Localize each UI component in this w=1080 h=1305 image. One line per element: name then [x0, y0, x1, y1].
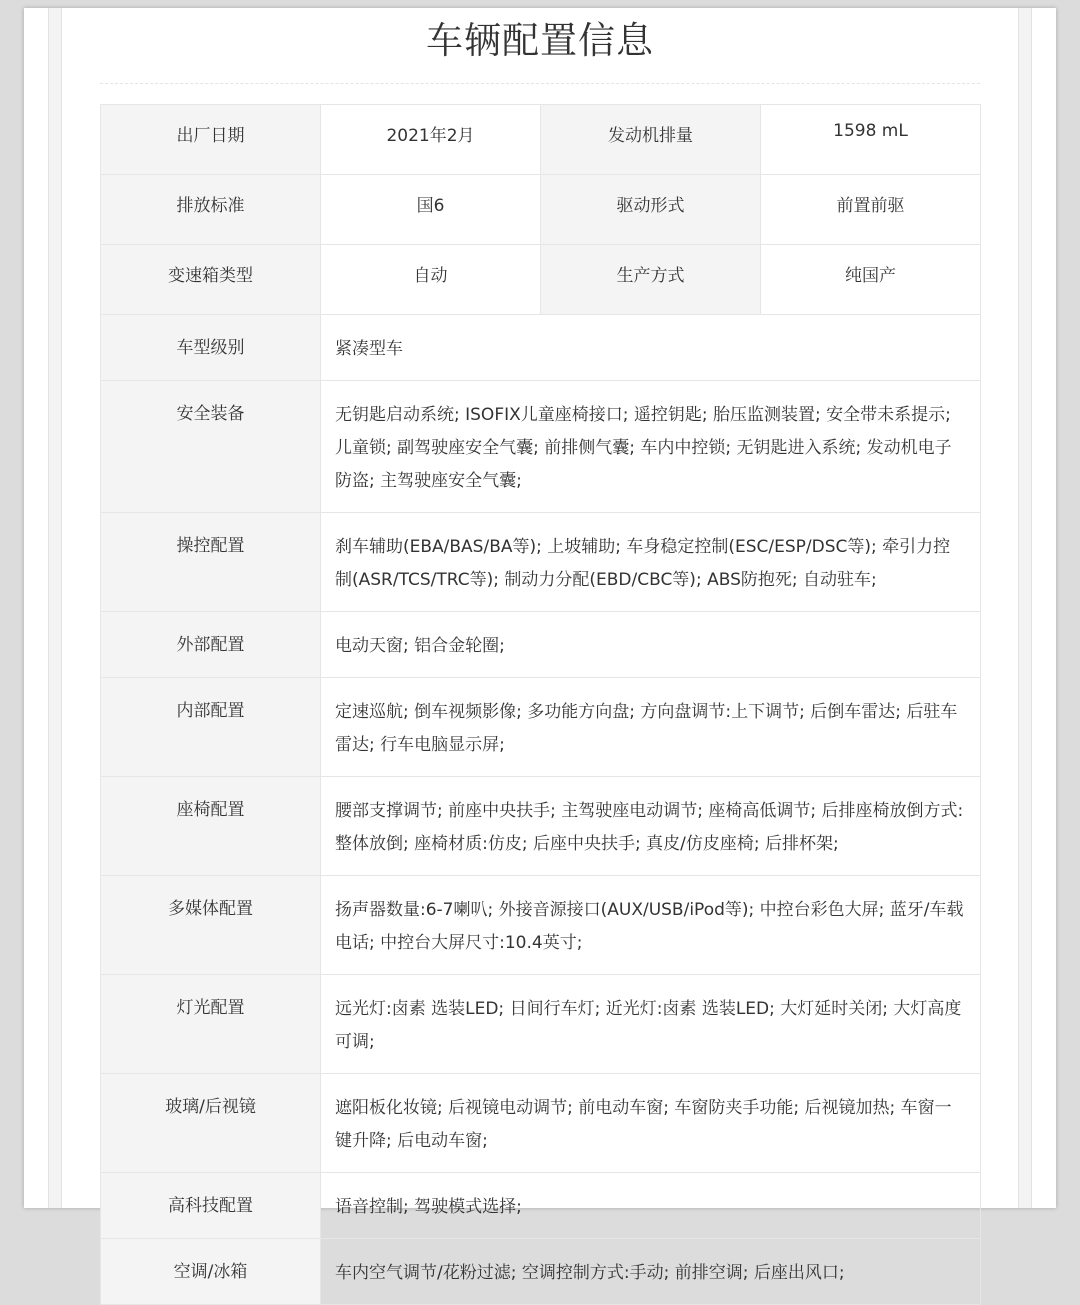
page-title: 车辆配置信息 — [426, 19, 654, 62]
table-row — [101, 876, 981, 975]
spec-value: 远光灯:卤素 选装LED; 日间行车灯; 近光灯:卤素 选装LED; 大灯延时关闭; 大灯高度可调; — [321, 975, 981, 1074]
spec-label: 座椅配置 — [101, 777, 321, 876]
table-row — [101, 1074, 981, 1173]
spec-value: 语音控制; 驾驶模式选择; — [321, 1173, 981, 1239]
table-row — [101, 975, 981, 1074]
table-row — [101, 381, 981, 513]
spec-value: 纯国产 — [761, 245, 981, 315]
spec-value: 无钥匙启动系统; ISOFIX儿童座椅接口; 遥控钥匙; 胎压监测装置; 安全带未系提示; 儿童锁; 副驾驶座安全气囊; 前排侧气囊; 车内中控锁; 无钥匙进入系统; 发动机电子防盗; 主驾驶座安全气囊; — [321, 381, 981, 513]
left-rail — [48, 8, 62, 1208]
spec-label: 出厂日期 — [101, 105, 321, 175]
spec-label: 灯光配置 — [101, 975, 321, 1074]
spec-value: 2021年2月 — [321, 105, 541, 175]
spec-value: 扬声器数量:6-7喇叭; 外接音源接口(AUX/USB/iPod等); 中控台彩色大屏; 蓝牙/车载电话; 中控台大屏尺寸:10.4英寸; — [321, 876, 981, 975]
spec-label: 安全装备 — [101, 381, 321, 513]
spec-value: 腰部支撑调节; 前座中央扶手; 主驾驶座电动调节; 座椅高低调节; 后排座椅放倒方式:整体放倒; 座椅材质:仿皮; 后座中央扶手; 真皮/仿皮座椅; 后排杯架; — [321, 777, 981, 876]
table-row — [101, 175, 981, 245]
spec-value: 遮阳板化妆镜; 后视镜电动调节; 前电动车窗; 车窗防夹手功能; 后视镜加热; 车窗一键升降; 后电动车窗; — [321, 1074, 981, 1173]
spec-value: 定速巡航; 倒车视频影像; 多功能方向盘; 方向盘调节:上下调节; 后倒车雷达; 后驻车雷达; 行车电脑显示屏; — [321, 678, 981, 777]
spec-label: 内部配置 — [101, 678, 321, 777]
table-row — [101, 315, 981, 381]
table-row — [101, 1239, 981, 1305]
spec-label: 外部配置 — [101, 612, 321, 678]
spec-label: 发动机排量 — [541, 105, 761, 175]
spec-value: 前置前驱 — [761, 175, 981, 245]
spec-label: 变速箱类型 — [101, 245, 321, 315]
table-row — [101, 1173, 981, 1239]
spec-value: 自动 — [321, 245, 541, 315]
spec-label: 生产方式 — [541, 245, 761, 315]
spec-value: 车内空气调节/花粉过滤; 空调控制方式:手动; 前排空调; 后座出风口; — [321, 1239, 981, 1305]
spec-label: 排放标准 — [101, 175, 321, 245]
spec-table — [100, 104, 981, 1305]
spec-label: 车型级别 — [101, 315, 321, 381]
spec-label: 操控配置 — [101, 513, 321, 612]
table-row — [101, 777, 981, 876]
spec-label: 玻璃/后视镜 — [101, 1074, 321, 1173]
table-row — [101, 678, 981, 777]
table-row — [101, 612, 981, 678]
title-divider — [100, 83, 980, 84]
spec-value: 电动天窗; 铝合金轮圈; — [321, 612, 981, 678]
spec-label: 多媒体配置 — [101, 876, 321, 975]
right-rail — [1018, 8, 1032, 1208]
spec-label: 空调/冰箱 — [101, 1239, 321, 1305]
table-row — [101, 513, 981, 612]
spec-value: 刹车辅助(EBA/BAS/BA等); 上坡辅助; 车身稳定控制(ESC/ESP/DSC等); 牵引力控制(ASR/TCS/TRC等); 制动力分配(EBD/CBC等); ABS防抱死; 自动驻车; — [321, 513, 981, 612]
spec-value: 1598 mL — [761, 105, 981, 175]
table-row — [101, 245, 981, 315]
spec-value: 国6 — [321, 175, 541, 245]
spec-value: 紧凑型车 — [321, 315, 981, 381]
spec-label: 高科技配置 — [101, 1173, 321, 1239]
table-row — [101, 105, 981, 175]
spec-label: 驱动形式 — [541, 175, 761, 245]
